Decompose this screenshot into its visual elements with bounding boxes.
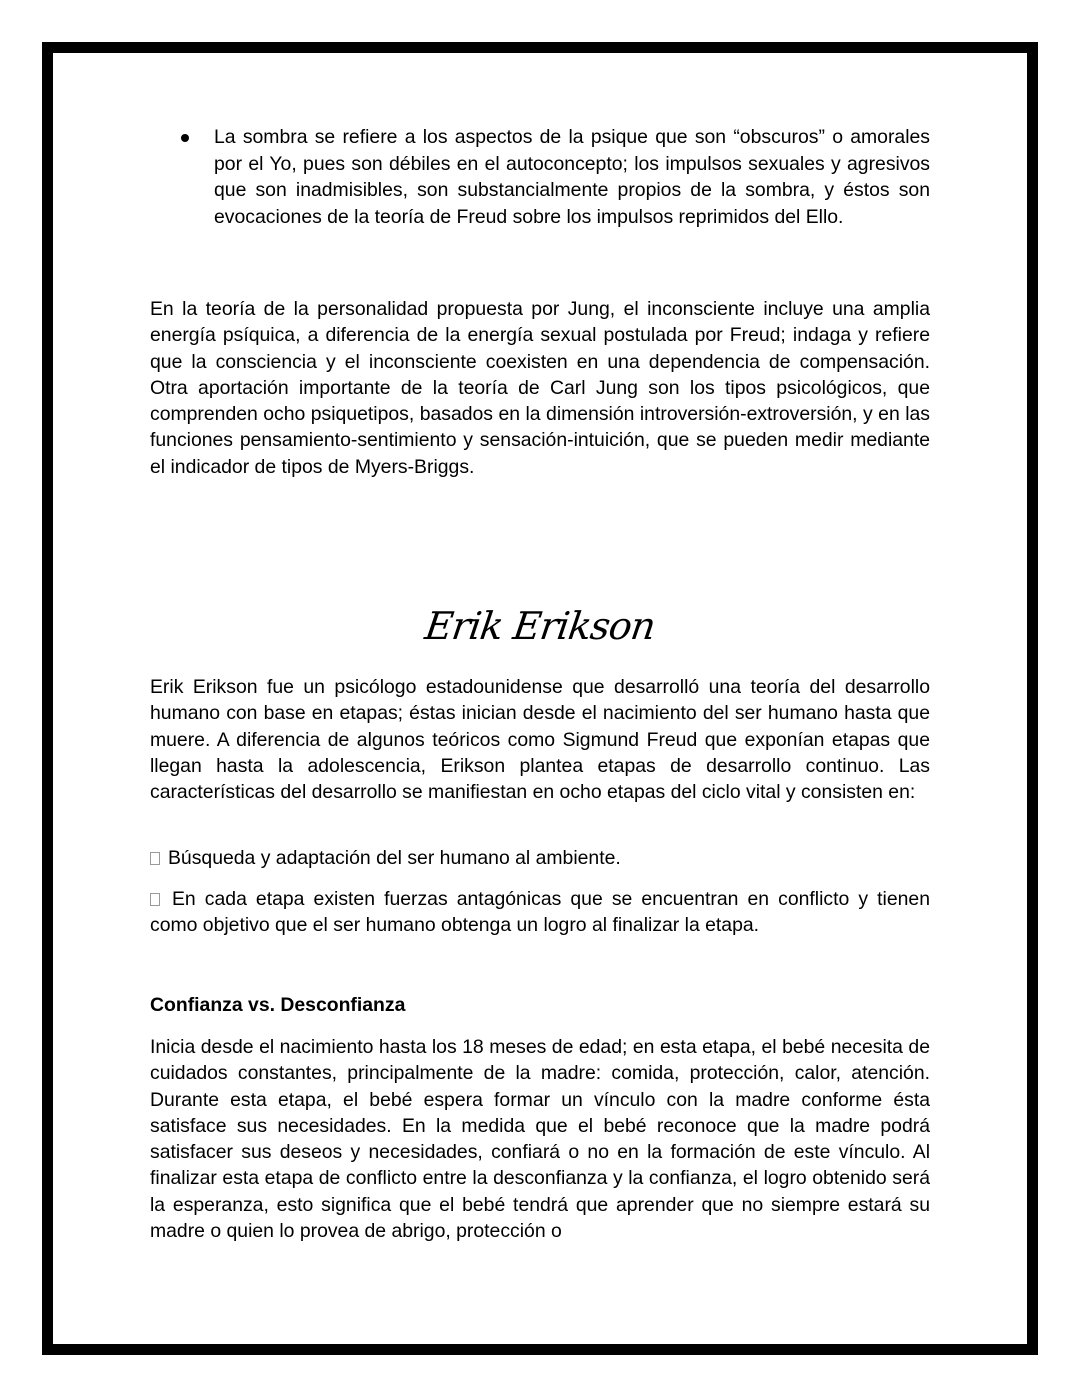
bullet-dot-icon — [181, 134, 189, 142]
missing-glyph-box-icon — [150, 893, 160, 906]
characteristic-text: En cada etapa existen fuerzas antagónicas que se encuentran en conflicto y tienen como objetivo que el ser humano obtenga un logro al finalizar la etapa. — [150, 888, 930, 937]
bullet-text: La sombra se refiere a los aspectos de la psique que son “obscuros” o amorales por el Yo, pues son débiles en el autoconcepto; los impulsos sexuales y agresivos que son inadmisibles, son substancialmente propios de la sombra, y éstos son evocaciones de la teoría de Freud sobre los impulsos reprimidos del Ello. — [214, 126, 930, 228]
section-title: Erik Erikson — [422, 604, 658, 648]
characteristic-text: Búsqueda y adaptación del ser humano al ambiente. — [168, 847, 621, 869]
stage-heading: Confianza vs. Desconfianza — [150, 994, 406, 1016]
missing-glyph-box-icon — [150, 852, 160, 865]
characteristic-item — [150, 886, 930, 939]
jung-paragraph: En la teoría de la personalidad propuesta por Jung, el inconsciente incluye una amplia energía psíquica, a diferencia de la energía sexual postulada por Freud; indaga y refiere que la consciencia y el inconsciente coexisten en una dependencia de compensación. Otra aportación importante de la teoría de Carl Jung son los tipos psicológicos, que comprenden ocho psiquetipos, basados en la dimensión introversión-extroversión, y en las funciones pensamiento-sentimiento y sensación-intuición, que se pueden medir mediante el indicador de tipos de Myers-Briggs. — [150, 298, 930, 478]
stage-paragraph: Inicia desde el nacimiento hasta los 18 meses de edad; en esta etapa, el bebé necesita de cuidados constantes, principalmente de la madre: comida, protección, calor, atención. Durante esta etapa, el bebé espera formar un vínculo con la madre conforme ésta satisface sus necesidades. En la medida que el bebé reconoce que la madre podrá satisfacer sus deseos y necesidades, confiará o no en la formación de este vínculo. Al finalizar esta etapa de conflicto entre la desconfianza y la confianza, el logro obtenido será la esperanza, esto significa que el bebé tendrá que aprender que no siempre estará su madre o quien lo provea de abrigo, protección o — [150, 1036, 930, 1243]
bullet-item-sombra — [150, 124, 930, 230]
bullet-list — [150, 124, 930, 230]
erikson-paragraph: Erik Erikson fue un psicólogo estadounidense que desarrolló una teoría del desarrollo humano con base en etapas; éstas inician desde el nacimiento del ser humano hasta que muere. A diferencia de algunos teóricos como Sigmund Freud que exponían etapas que llegan hasta la adolescencia, Erikson plantea etapas de desarrollo continuo. Las características del desarrollo se manifiestan en ocho etapas del ciclo vital y consisten en: — [150, 676, 930, 804]
characteristic-item — [150, 845, 930, 871]
